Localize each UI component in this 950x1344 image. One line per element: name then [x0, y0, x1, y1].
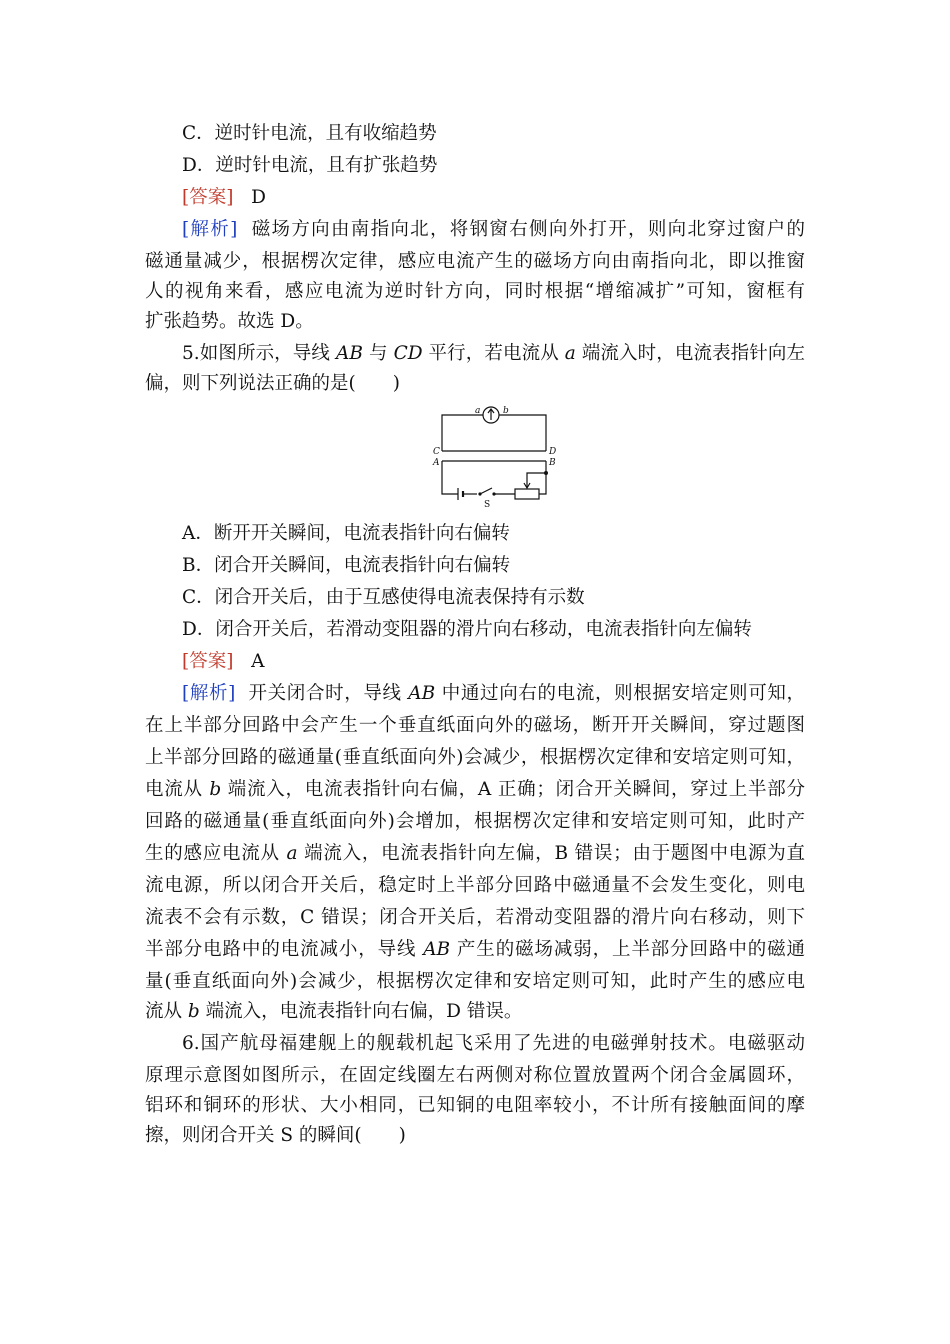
analysis-text: 端流入，电流表指针向右偏，D 错误。 — [199, 1001, 523, 1022]
stem-text: 与 — [362, 343, 394, 364]
switch-lever — [480, 488, 492, 494]
q5-analysis-line-4 — [145, 778, 805, 802]
q5-analysis-line-11 — [145, 1000, 805, 1024]
label-B: B — [549, 458, 556, 468]
q5-option-c: C．闭合开关后，由于互感使得电流表保持有示数 — [182, 587, 585, 608]
q4-analysis-line-3: 人的视角来看，感应电流为逆时针方向，同时根据“增缩减扩”可知，窗框有 — [145, 281, 805, 302]
upper-loop-wire-left — [442, 415, 483, 451]
answer-value: D — [251, 187, 266, 208]
q5-answer — [182, 650, 842, 674]
q4-analysis-line-4: 扩张趋势。故选 D。 — [145, 311, 314, 332]
label-A: A — [433, 458, 440, 468]
stem-text: 5.如图所示，导线 — [182, 343, 336, 364]
q5-analysis-line-8: 流表不会有示数，C 错误；闭合开关后，若滑动变阻器的滑片向右移动，则下 — [145, 907, 805, 928]
analysis-text: 端流入，电流表指针向右偏，A 正确；闭合开关瞬间，穿过上半部分 — [221, 779, 805, 800]
q5-analysis-line-7: 流电源，所以闭合开关后，稳定时上半部分回路中磁通量不会发生变化，则电 — [145, 875, 805, 896]
q5-option-a: A．断开开关瞬间，电流表指针向右偏转 — [182, 523, 510, 544]
analysis-text: 中通过向右的电流，则根据安培定则可知， — [435, 683, 806, 704]
stem-text: 平行，若电流从 — [422, 343, 565, 364]
q6-stem-line-1: 6.国产航母福建舰上的舰载机起飞采用了先进的电磁弹射技术。电磁驱动 — [182, 1033, 805, 1054]
wire-ab: AB — [423, 939, 451, 960]
label-a: a — [475, 406, 481, 416]
terminal-b: b — [187, 1001, 200, 1022]
analysis-text: 开关闭合时，导线 — [248, 683, 409, 704]
circuit-diagram — [425, 403, 565, 511]
analysis-text: 产生的磁场减弱，上半部分回路中的磁通 — [450, 939, 805, 960]
answer-tag: [答案] — [182, 651, 234, 672]
analysis-text: 流从 — [145, 1001, 188, 1022]
lower-loop-wire-left — [442, 461, 458, 494]
analysis-text: 磁场方向由南指向北，将钢窗右侧向外打开，则向北穿过窗户的 — [251, 219, 805, 240]
rheostat-slider-wire — [527, 473, 546, 487]
label-C: C — [433, 447, 440, 457]
q6-stem-line-2: 原理示意图如图所示，在固定线圈左右两侧对称位置放置两个闭合金属圆环， — [145, 1065, 805, 1086]
q5-analysis-line-10: 量(垂直纸面向外)会减少，根据楞次定律和安培定则可知，此时产生的感应电 — [145, 971, 805, 992]
q5-stem-line-1 — [182, 342, 805, 366]
terminal-a: a — [564, 343, 576, 364]
q5-analysis-line-5: 回路的磁通量(垂直纸面向外)会增加，根据楞次定律和安培定则可知，此时产 — [145, 811, 805, 832]
wire-ab: AB — [336, 343, 363, 364]
q5-option-d: D．闭合开关后，若滑动变阻器的滑片向右移动，电流表指针向左偏转 — [182, 619, 752, 640]
q5-stem-line-2: 偏，则下列说法正确的是( ) — [145, 373, 400, 394]
wire-ab: AB — [408, 683, 436, 704]
q4-answer — [182, 186, 842, 210]
q6-stem-line-3: 铝环和铜环的形状、大小相同，已知铜的电阻率较小，不计所有接触面间的摩 — [145, 1095, 805, 1116]
wire-cd: CD — [393, 343, 423, 364]
lower-loop-wire-right — [539, 461, 546, 494]
label-D: D — [549, 447, 557, 457]
answer-tag: [答案] — [182, 187, 234, 208]
q5-analysis-line-2: 在上半部分回路中会产生一个垂直纸面向外的磁场，断开开关瞬间，穿过题图 — [145, 715, 805, 736]
upper-loop-wire-right — [499, 415, 546, 451]
q5-analysis-line-1 — [182, 682, 805, 706]
analysis-text: 生的感应电流从 — [145, 843, 287, 864]
q5-analysis-line-3: 上半部分回路的磁通量(垂直纸面向外)会减少，根据楞次定律和安培定则可知， — [145, 747, 805, 768]
analysis-text: 半部分电路中的电流减小，导线 — [145, 939, 424, 960]
terminal-b: b — [209, 779, 222, 800]
rheostat-body — [515, 489, 539, 499]
q4-analysis-line-2: 磁通量减少，根据楞次定律，感应电流产生的磁场方向由南指向北，即以推窗 — [145, 251, 805, 272]
q4-analysis-line-1 — [182, 218, 805, 242]
q6-stem-line-4: 擦，则闭合开关 S 的瞬间( ) — [145, 1125, 406, 1146]
q5-option-b: B．闭合开关瞬间，电流表指针向右偏转 — [182, 555, 511, 576]
answer-value: A — [251, 651, 265, 672]
q5-analysis-line-9 — [145, 938, 805, 962]
analysis-text: 电流从 — [145, 779, 210, 800]
label-b: b — [503, 406, 509, 416]
analysis-tag: [解析] — [182, 683, 236, 704]
q4-option-d: D．逆时针电流，且有扩张趋势 — [182, 155, 438, 176]
analysis-tag: [解析] — [182, 219, 238, 240]
analysis-text: 端流入，电流表指针向左偏，B 错误；由于题图中电源为直 — [297, 843, 805, 864]
q5-analysis-line-6 — [145, 842, 805, 866]
stem-text: 端流入时，电流表指针向左 — [575, 343, 805, 364]
label-S: S — [484, 500, 491, 510]
terminal-a: a — [286, 843, 298, 864]
q4-option-c: C．逆时针电流，且有收缩趋势 — [182, 123, 437, 144]
